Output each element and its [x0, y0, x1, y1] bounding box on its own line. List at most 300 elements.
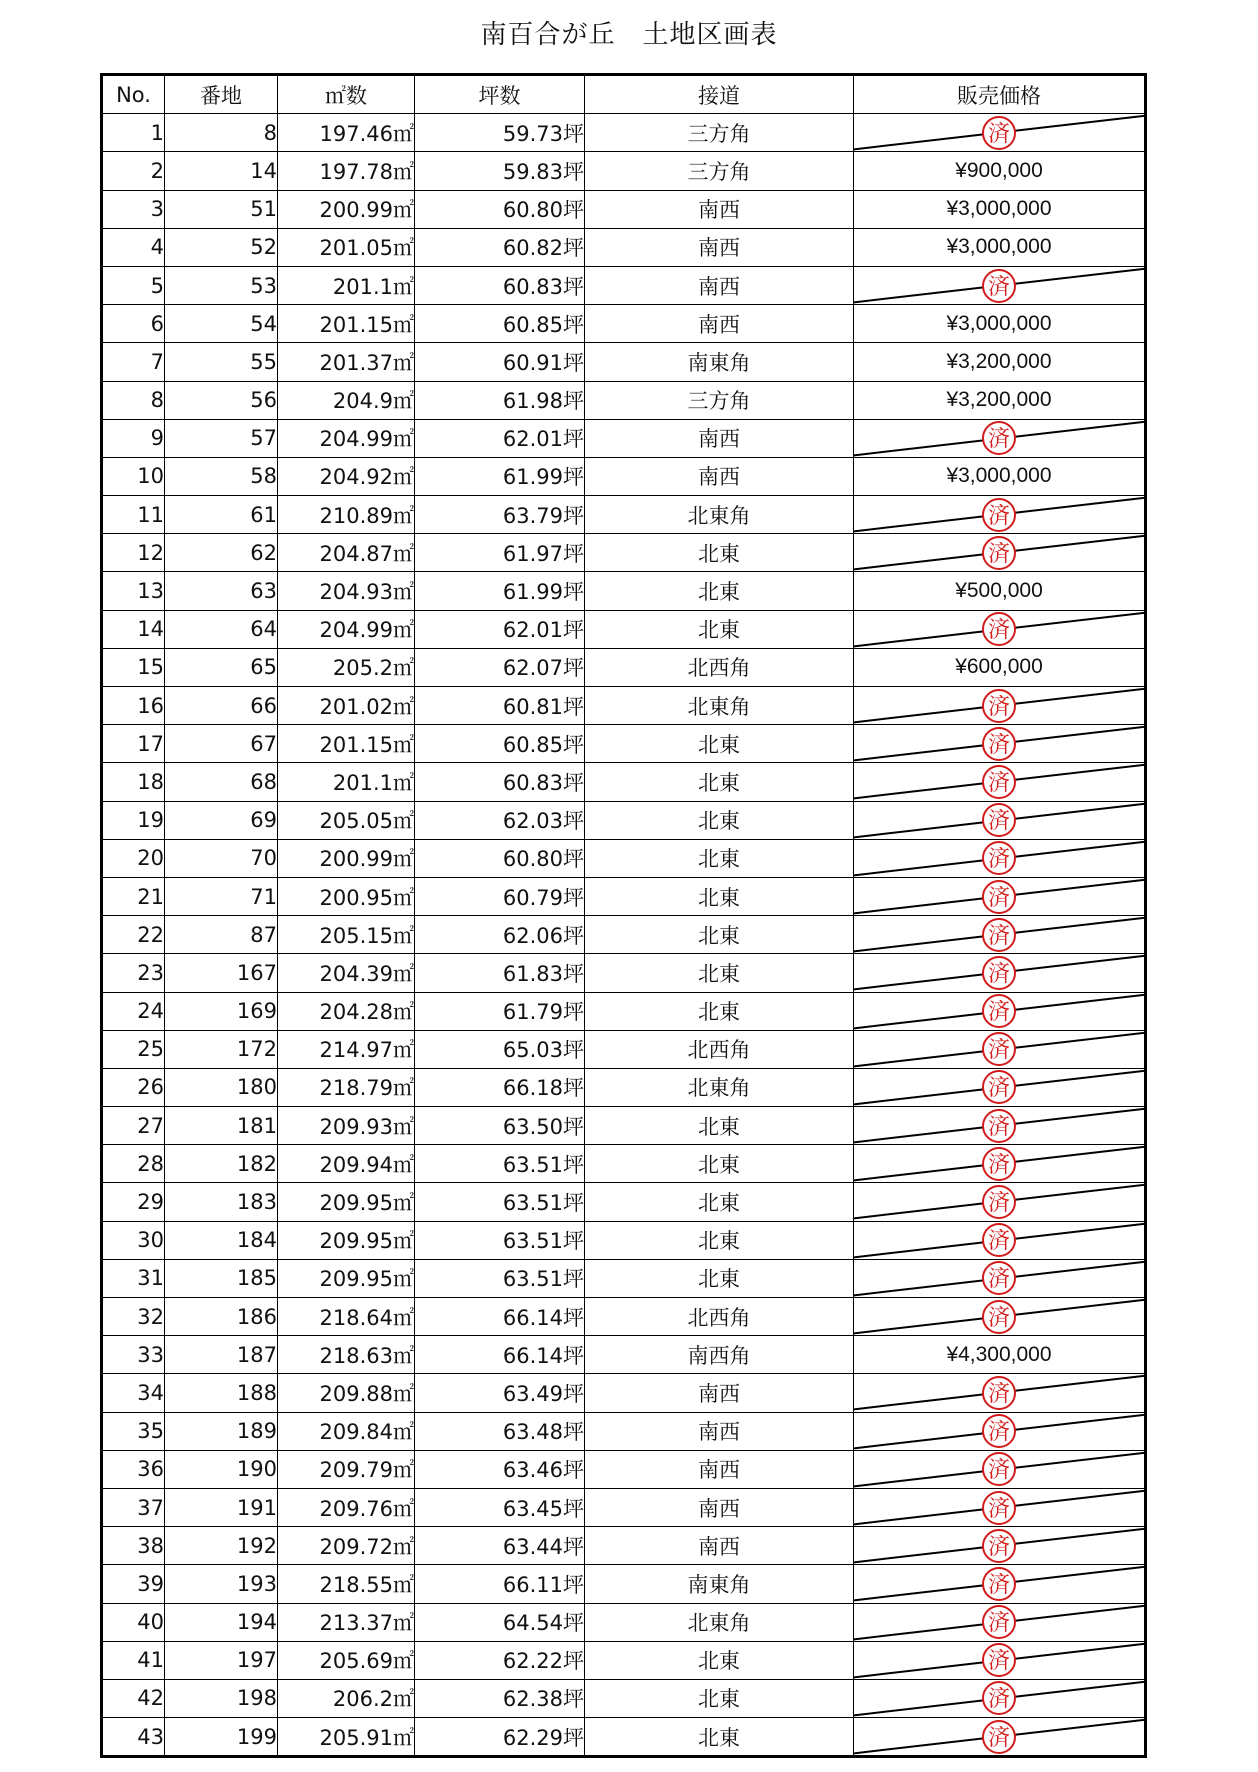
sold-seal-icon: 済 — [982, 1032, 1016, 1066]
lot-number-cell: 69 — [165, 801, 278, 839]
sold-seal-icon: 済 — [982, 994, 1016, 1028]
square-meters-cell: 204.99㎡ — [278, 419, 415, 457]
table-row — [102, 877, 1146, 915]
sold-seal-icon: 済 — [982, 498, 1016, 532]
table-row — [102, 381, 1146, 419]
sold-seal-icon: 済 — [982, 841, 1016, 875]
road-access-cell: 北東 — [585, 839, 854, 877]
row-number-cell: 15 — [102, 648, 165, 686]
row-number-cell: 36 — [102, 1450, 165, 1488]
tsubo-cell: 60.85坪 — [415, 305, 585, 343]
row-number-cell: 26 — [102, 1068, 165, 1106]
sold-price-cell — [854, 1412, 1146, 1450]
sold-price-cell — [854, 1527, 1146, 1565]
square-meters-cell: 209.95㎡ — [278, 1221, 415, 1259]
tsubo-cell: 60.91坪 — [415, 343, 585, 381]
road-access-cell: 北西角 — [585, 648, 854, 686]
lot-number-cell: 61 — [165, 496, 278, 534]
tsubo-cell: 63.44坪 — [415, 1527, 585, 1565]
lot-number-cell: 64 — [165, 610, 278, 648]
lot-number-cell: 186 — [165, 1298, 278, 1336]
row-number-cell: 37 — [102, 1488, 165, 1526]
tsubo-cell: 60.83坪 — [415, 266, 585, 304]
lot-number-cell: 198 — [165, 1679, 278, 1717]
road-access-cell: 北東 — [585, 572, 854, 610]
lot-number-cell: 53 — [165, 266, 278, 304]
row-number-cell: 42 — [102, 1679, 165, 1717]
lot-number-cell: 63 — [165, 572, 278, 610]
tsubo-cell: 61.79坪 — [415, 992, 585, 1030]
table-row — [102, 1183, 1146, 1221]
row-number-cell: 17 — [102, 725, 165, 763]
square-meters-cell: 204.28㎡ — [278, 992, 415, 1030]
sale-price-cell: ¥3,000,000 — [854, 190, 1146, 228]
tsubo-cell: 62.03坪 — [415, 801, 585, 839]
road-access-cell: 南東角 — [585, 1565, 854, 1603]
lot-number-cell: 66 — [165, 687, 278, 725]
square-meters-cell: 204.9㎡ — [278, 381, 415, 419]
lot-number-cell: 167 — [165, 954, 278, 992]
lot-number-cell: 191 — [165, 1488, 278, 1526]
road-access-cell: 北東 — [585, 763, 854, 801]
row-number-cell: 6 — [102, 305, 165, 343]
sold-seal-icon: 済 — [982, 765, 1016, 799]
tsubo-cell: 60.80坪 — [415, 190, 585, 228]
table-header-row — [102, 75, 1146, 114]
sold-seal-icon: 済 — [982, 1720, 1016, 1754]
square-meters-cell: 205.15㎡ — [278, 916, 415, 954]
table-row — [102, 343, 1146, 381]
tsubo-cell: 61.99坪 — [415, 457, 585, 495]
lot-number-cell: 194 — [165, 1603, 278, 1641]
square-meters-cell: 201.02㎡ — [278, 687, 415, 725]
sold-seal-icon: 済 — [982, 1223, 1016, 1257]
table-row — [102, 457, 1146, 495]
square-meters-cell: 209.95㎡ — [278, 1259, 415, 1297]
road-access-cell: 南西 — [585, 190, 854, 228]
lot-number-cell: 57 — [165, 419, 278, 457]
table-row — [102, 496, 1146, 534]
road-access-cell: 南西 — [585, 266, 854, 304]
tsubo-cell: 59.83坪 — [415, 152, 585, 190]
sold-price-cell — [854, 1221, 1146, 1259]
table-row — [102, 1068, 1146, 1106]
tsubo-cell: 63.45坪 — [415, 1488, 585, 1526]
row-number-cell: 20 — [102, 839, 165, 877]
tsubo-cell: 63.51坪 — [415, 1183, 585, 1221]
table-row — [102, 419, 1146, 457]
square-meters-cell: 201.15㎡ — [278, 725, 415, 763]
square-meters-cell: 205.05㎡ — [278, 801, 415, 839]
row-number-cell: 34 — [102, 1374, 165, 1412]
square-meters-cell: 200.99㎡ — [278, 190, 415, 228]
table-row — [102, 266, 1146, 304]
road-access-cell: 三方角 — [585, 381, 854, 419]
table-row — [102, 916, 1146, 954]
road-access-cell: 南西 — [585, 1412, 854, 1450]
table-row — [102, 1412, 1146, 1450]
square-meters-cell: 205.2㎡ — [278, 648, 415, 686]
square-meters-cell: 218.63㎡ — [278, 1336, 415, 1374]
square-meters-cell: 209.93㎡ — [278, 1107, 415, 1145]
lot-number-cell: 52 — [165, 228, 278, 266]
table-row — [102, 687, 1146, 725]
road-access-cell: 三方角 — [585, 152, 854, 190]
header-sale-price: 販売価格 — [854, 75, 1146, 114]
sold-seal-icon: 済 — [982, 116, 1016, 150]
table-row — [102, 1145, 1146, 1183]
row-number-cell: 18 — [102, 763, 165, 801]
tsubo-cell: 60.85坪 — [415, 725, 585, 763]
sold-seal-icon: 済 — [982, 1070, 1016, 1104]
road-access-cell: 北東 — [585, 877, 854, 915]
sold-price-cell — [854, 1641, 1146, 1679]
tsubo-cell: 62.22坪 — [415, 1641, 585, 1679]
sold-price-cell — [854, 114, 1146, 152]
tsubo-cell: 63.51坪 — [415, 1221, 585, 1259]
tsubo-cell: 60.80坪 — [415, 839, 585, 877]
square-meters-cell: 205.69㎡ — [278, 1641, 415, 1679]
tsubo-cell: 61.97坪 — [415, 534, 585, 572]
page-title: 南百合が丘 土地区画表 — [480, 20, 778, 50]
row-number-cell: 12 — [102, 534, 165, 572]
sale-price-cell: ¥3,200,000 — [854, 381, 1146, 419]
table-row — [102, 305, 1146, 343]
row-number-cell: 33 — [102, 1336, 165, 1374]
sold-seal-icon: 済 — [982, 536, 1016, 570]
row-number-cell: 14 — [102, 610, 165, 648]
row-number-cell: 35 — [102, 1412, 165, 1450]
row-number-cell: 23 — [102, 954, 165, 992]
road-access-cell: 北東 — [585, 1679, 854, 1717]
tsubo-cell: 63.49坪 — [415, 1374, 585, 1412]
lot-number-cell: 62 — [165, 534, 278, 572]
sold-price-cell — [854, 1068, 1146, 1106]
lot-number-cell: 180 — [165, 1068, 278, 1106]
table-row — [102, 1450, 1146, 1488]
square-meters-cell: 209.72㎡ — [278, 1527, 415, 1565]
road-access-cell: 北東 — [585, 992, 854, 1030]
lot-number-cell: 14 — [165, 152, 278, 190]
table-row — [102, 992, 1146, 1030]
square-meters-cell: 205.91㎡ — [278, 1718, 415, 1757]
table-row — [102, 1221, 1146, 1259]
row-number-cell: 7 — [102, 343, 165, 381]
row-number-cell: 24 — [102, 992, 165, 1030]
square-meters-cell: 197.78㎡ — [278, 152, 415, 190]
road-access-cell: 南西 — [585, 1527, 854, 1565]
header-no: No. — [102, 75, 165, 114]
lot-table — [100, 73, 1147, 1758]
sold-seal-icon: 済 — [982, 1452, 1016, 1486]
table-row — [102, 1259, 1146, 1297]
tsubo-cell: 62.01坪 — [415, 419, 585, 457]
road-access-cell: 三方角 — [585, 114, 854, 152]
road-access-cell: 北東 — [585, 725, 854, 763]
road-access-cell: 北東 — [585, 1259, 854, 1297]
lot-number-cell: 55 — [165, 343, 278, 381]
square-meters-cell: 218.55㎡ — [278, 1565, 415, 1603]
road-access-cell: 北東角 — [585, 496, 854, 534]
square-meters-cell: 200.99㎡ — [278, 839, 415, 877]
table-row — [102, 534, 1146, 572]
sold-seal-icon: 済 — [982, 269, 1016, 303]
sold-price-cell — [854, 1488, 1146, 1526]
road-access-cell: 北東 — [585, 1107, 854, 1145]
row-number-cell: 13 — [102, 572, 165, 610]
square-meters-cell: 206.2㎡ — [278, 1679, 415, 1717]
row-number-cell: 25 — [102, 1030, 165, 1068]
sold-price-cell — [854, 992, 1146, 1030]
road-access-cell: 北東 — [585, 610, 854, 648]
row-number-cell: 30 — [102, 1221, 165, 1259]
tsubo-cell: 61.99坪 — [415, 572, 585, 610]
square-meters-cell: 209.88㎡ — [278, 1374, 415, 1412]
sold-seal-icon: 済 — [982, 1605, 1016, 1639]
row-number-cell: 3 — [102, 190, 165, 228]
lot-number-cell: 189 — [165, 1412, 278, 1450]
row-number-cell: 5 — [102, 266, 165, 304]
sold-price-cell — [854, 1298, 1146, 1336]
square-meters-cell: 201.05㎡ — [278, 228, 415, 266]
square-meters-cell: 201.1㎡ — [278, 266, 415, 304]
road-access-cell: 北東 — [585, 1145, 854, 1183]
square-meters-cell: 209.94㎡ — [278, 1145, 415, 1183]
sold-price-cell — [854, 1603, 1146, 1641]
sold-seal-icon: 済 — [982, 1643, 1016, 1677]
sold-price-cell — [854, 496, 1146, 534]
tsubo-cell: 66.14坪 — [415, 1298, 585, 1336]
lot-number-cell: 58 — [165, 457, 278, 495]
road-access-cell: 南西 — [585, 228, 854, 266]
sold-seal-icon: 済 — [982, 1261, 1016, 1295]
row-number-cell: 40 — [102, 1603, 165, 1641]
tsubo-cell: 61.98坪 — [415, 381, 585, 419]
sold-seal-icon: 済 — [982, 1185, 1016, 1219]
table-row — [102, 1679, 1146, 1717]
row-number-cell: 1 — [102, 114, 165, 152]
table-row — [102, 1374, 1146, 1412]
lot-number-cell: 190 — [165, 1450, 278, 1488]
tsubo-cell: 63.46坪 — [415, 1450, 585, 1488]
table-row — [102, 1488, 1146, 1526]
lot-number-cell: 188 — [165, 1374, 278, 1412]
table-row — [102, 228, 1146, 266]
row-number-cell: 32 — [102, 1298, 165, 1336]
square-meters-cell: 214.97㎡ — [278, 1030, 415, 1068]
sold-seal-icon: 済 — [982, 1567, 1016, 1601]
square-meters-cell: 218.64㎡ — [278, 1298, 415, 1336]
road-access-cell: 北東 — [585, 801, 854, 839]
sold-price-cell — [854, 1718, 1146, 1757]
row-number-cell: 43 — [102, 1718, 165, 1757]
sold-price-cell — [854, 1259, 1146, 1297]
tsubo-cell: 60.79坪 — [415, 877, 585, 915]
sold-seal-icon: 済 — [982, 1414, 1016, 1448]
sold-seal-icon: 済 — [982, 1491, 1016, 1525]
lot-number-cell: 51 — [165, 190, 278, 228]
table-row — [102, 190, 1146, 228]
lot-number-cell: 56 — [165, 381, 278, 419]
table-row — [102, 801, 1146, 839]
table-body — [102, 114, 1146, 1757]
sold-price-cell — [854, 725, 1146, 763]
road-access-cell: 北東 — [585, 1718, 854, 1757]
table-row — [102, 648, 1146, 686]
header-lot-number: 番地 — [165, 75, 278, 114]
lot-number-cell: 182 — [165, 1145, 278, 1183]
tsubo-cell: 66.18坪 — [415, 1068, 585, 1106]
lot-number-cell: 67 — [165, 725, 278, 763]
lot-number-cell: 68 — [165, 763, 278, 801]
square-meters-cell: 204.39㎡ — [278, 954, 415, 992]
road-access-cell: 北東角 — [585, 687, 854, 725]
sold-price-cell — [854, 1145, 1146, 1183]
lot-number-cell: 197 — [165, 1641, 278, 1679]
road-access-cell: 北東 — [585, 534, 854, 572]
sold-price-cell — [854, 1030, 1146, 1068]
sold-seal-icon: 済 — [982, 727, 1016, 761]
sold-seal-icon: 済 — [982, 1376, 1016, 1410]
sale-price-cell: ¥4,300,000 — [854, 1336, 1146, 1374]
sold-price-cell — [854, 419, 1146, 457]
tsubo-cell: 66.11坪 — [415, 1565, 585, 1603]
road-access-cell: 南西 — [585, 1450, 854, 1488]
row-number-cell: 8 — [102, 381, 165, 419]
square-meters-cell: 204.93㎡ — [278, 572, 415, 610]
table-row — [102, 1565, 1146, 1603]
sold-price-cell — [854, 1679, 1146, 1717]
sold-seal-icon: 済 — [982, 1109, 1016, 1143]
road-access-cell: 北東 — [585, 1183, 854, 1221]
table-row — [102, 1298, 1146, 1336]
row-number-cell: 27 — [102, 1107, 165, 1145]
tsubo-cell: 63.48坪 — [415, 1412, 585, 1450]
sold-seal-icon: 済 — [982, 1300, 1016, 1334]
square-meters-cell: 209.84㎡ — [278, 1412, 415, 1450]
row-number-cell: 9 — [102, 419, 165, 457]
tsubo-cell: 62.01坪 — [415, 610, 585, 648]
row-number-cell: 11 — [102, 496, 165, 534]
road-access-cell: 南西 — [585, 419, 854, 457]
sold-price-cell — [854, 954, 1146, 992]
square-meters-cell: 201.1㎡ — [278, 763, 415, 801]
row-number-cell: 10 — [102, 457, 165, 495]
tsubo-cell: 59.73坪 — [415, 114, 585, 152]
road-access-cell: 南西 — [585, 305, 854, 343]
lot-number-cell: 71 — [165, 877, 278, 915]
table-row — [102, 1527, 1146, 1565]
sold-seal-icon: 済 — [982, 1681, 1016, 1715]
row-number-cell: 41 — [102, 1641, 165, 1679]
lot-number-cell: 184 — [165, 1221, 278, 1259]
sale-price-cell: ¥600,000 — [854, 648, 1146, 686]
road-access-cell: 南西 — [585, 1374, 854, 1412]
sold-seal-icon: 済 — [982, 880, 1016, 914]
sold-price-cell — [854, 1183, 1146, 1221]
tsubo-cell: 66.14坪 — [415, 1336, 585, 1374]
tsubo-cell: 60.82坪 — [415, 228, 585, 266]
square-meters-cell: 201.15㎡ — [278, 305, 415, 343]
road-access-cell: 南西 — [585, 457, 854, 495]
square-meters-cell: 209.95㎡ — [278, 1183, 415, 1221]
road-access-cell: 北西角 — [585, 1030, 854, 1068]
row-number-cell: 29 — [102, 1183, 165, 1221]
square-meters-cell: 200.95㎡ — [278, 877, 415, 915]
square-meters-cell: 209.79㎡ — [278, 1450, 415, 1488]
sold-price-cell — [854, 763, 1146, 801]
lot-number-cell: 181 — [165, 1107, 278, 1145]
header-square-meters: ㎡数 — [278, 75, 415, 114]
table-row — [102, 572, 1146, 610]
road-access-cell: 北東 — [585, 954, 854, 992]
sold-seal-icon: 済 — [982, 1147, 1016, 1181]
tsubo-cell: 64.54坪 — [415, 1603, 585, 1641]
square-meters-cell: 204.87㎡ — [278, 534, 415, 572]
lot-number-cell: 193 — [165, 1565, 278, 1603]
tsubo-cell: 65.03坪 — [415, 1030, 585, 1068]
lot-number-cell: 192 — [165, 1527, 278, 1565]
road-access-cell: 北東角 — [585, 1603, 854, 1641]
sold-price-cell — [854, 1374, 1146, 1412]
sold-price-cell — [854, 1107, 1146, 1145]
tsubo-cell: 62.07坪 — [415, 648, 585, 686]
square-meters-cell: 210.89㎡ — [278, 496, 415, 534]
table-row — [102, 610, 1146, 648]
header-road-access: 接道 — [585, 75, 854, 114]
sold-seal-icon: 済 — [982, 689, 1016, 723]
square-meters-cell: 209.76㎡ — [278, 1488, 415, 1526]
lot-number-cell: 87 — [165, 916, 278, 954]
row-number-cell: 21 — [102, 877, 165, 915]
row-number-cell: 28 — [102, 1145, 165, 1183]
square-meters-cell: 218.79㎡ — [278, 1068, 415, 1106]
road-access-cell: 北東角 — [585, 1068, 854, 1106]
row-number-cell: 16 — [102, 687, 165, 725]
table-row — [102, 1603, 1146, 1641]
table-row — [102, 152, 1146, 190]
lot-number-cell: 187 — [165, 1336, 278, 1374]
road-access-cell: 北東 — [585, 916, 854, 954]
road-access-cell: 南東角 — [585, 343, 854, 381]
table-row — [102, 114, 1146, 152]
sold-price-cell — [854, 877, 1146, 915]
table-row — [102, 725, 1146, 763]
table-row — [102, 839, 1146, 877]
sale-price-cell: ¥3,000,000 — [854, 228, 1146, 266]
road-access-cell: 北東 — [585, 1221, 854, 1259]
table-row — [102, 1718, 1146, 1757]
square-meters-cell: 197.46㎡ — [278, 114, 415, 152]
lot-number-cell: 172 — [165, 1030, 278, 1068]
road-access-cell: 南西 — [585, 1488, 854, 1526]
tsubo-cell: 63.50坪 — [415, 1107, 585, 1145]
tsubo-cell: 62.06坪 — [415, 916, 585, 954]
sold-seal-icon: 済 — [982, 1529, 1016, 1563]
tsubo-cell: 60.83坪 — [415, 763, 585, 801]
sale-price-cell: ¥3,200,000 — [854, 343, 1146, 381]
square-meters-cell: 201.37㎡ — [278, 343, 415, 381]
sale-price-cell: ¥3,000,000 — [854, 457, 1146, 495]
table-row — [102, 1107, 1146, 1145]
row-number-cell: 19 — [102, 801, 165, 839]
table-row — [102, 1030, 1146, 1068]
sold-price-cell — [854, 801, 1146, 839]
lot-number-cell: 70 — [165, 839, 278, 877]
sold-price-cell — [854, 687, 1146, 725]
lot-number-cell: 183 — [165, 1183, 278, 1221]
row-number-cell: 38 — [102, 1527, 165, 1565]
